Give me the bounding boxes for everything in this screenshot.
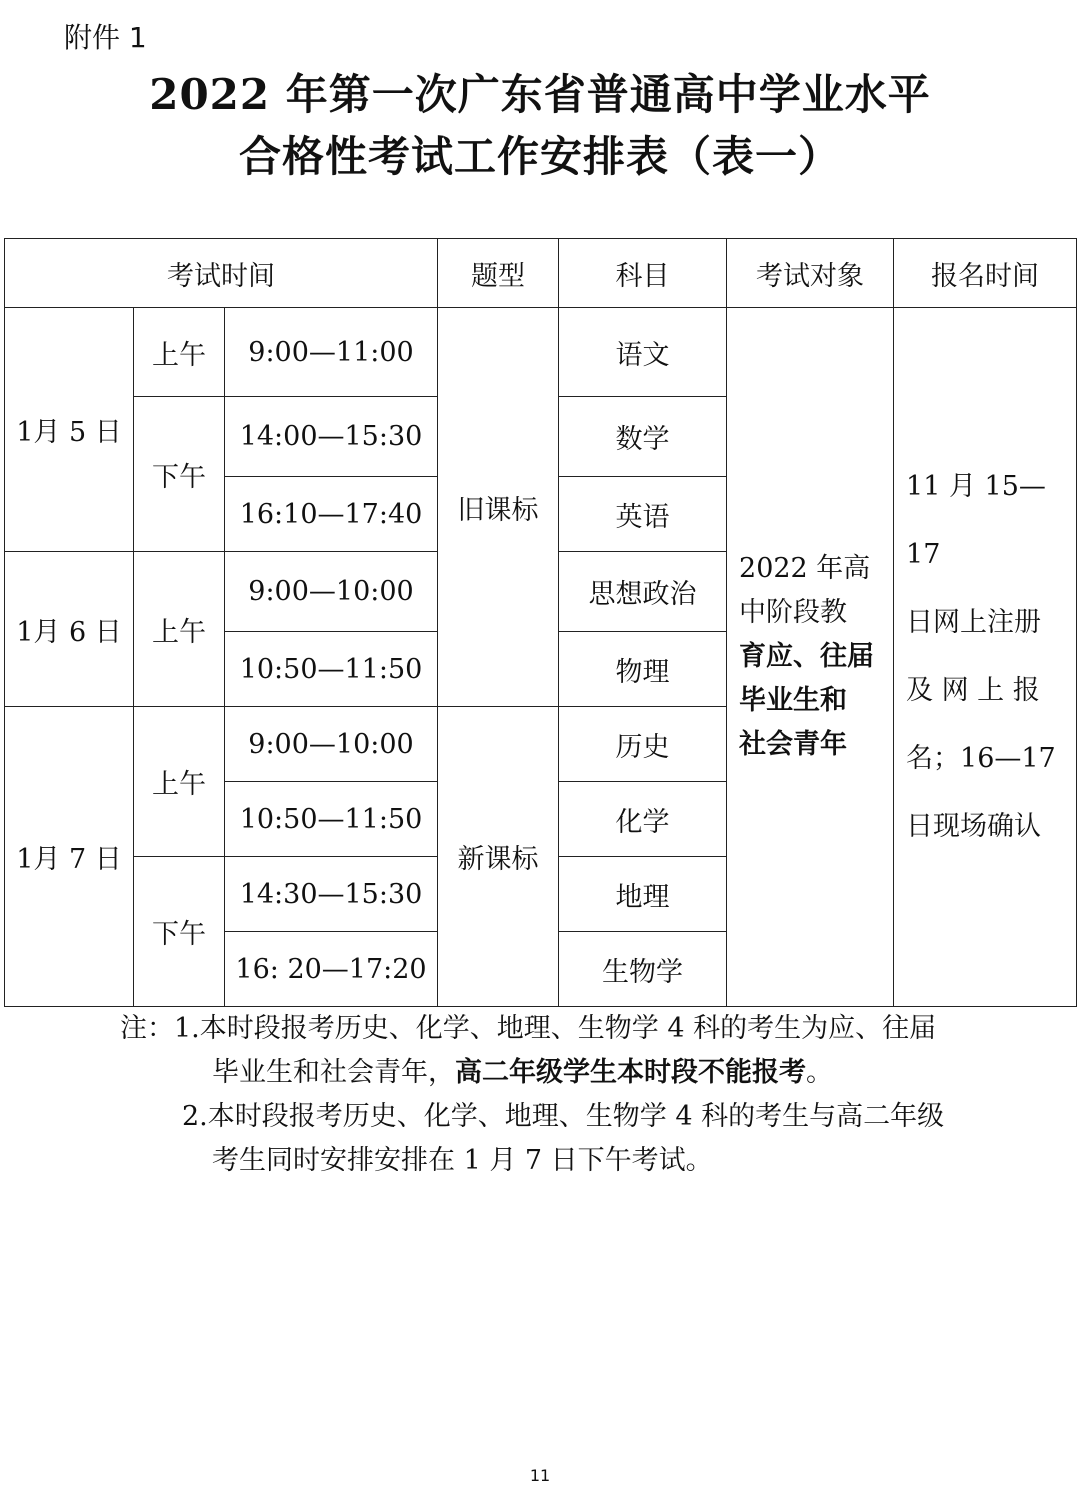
exam-schedule-table [4, 238, 1077, 1007]
subject-cell: 化学 [559, 782, 727, 857]
target-line: 育应、往届 [739, 641, 875, 672]
subject-cell: 数学 [559, 397, 727, 477]
note-1-end: 。 [806, 1057, 833, 1088]
page-title-line-2: 合格性考试工作安排表（表一） [238, 132, 841, 181]
time-cell: 9:00—10:00 [225, 707, 438, 782]
header-target: 考试对象 [727, 239, 894, 308]
target-line: 毕业生和 [739, 685, 848, 716]
note-2-line-1: 2.本时段报考历史、化学、地理、生物学 4 科的考生与高二年级 [182, 1101, 945, 1132]
time-cell: 10:50—11:50 [225, 782, 438, 857]
subject-cell: 生物学 [559, 932, 727, 1007]
period-cell: 下午 [134, 857, 225, 1007]
note-1-emphasis: 高二年级学生本时段不能报考 [455, 1057, 806, 1088]
type-cell: 新课标 [438, 707, 559, 1007]
registration-line: 日网上注册 [906, 607, 1042, 638]
time-cell: 14:30—15:30 [225, 857, 438, 932]
time-cell: 10:50—11:50 [225, 632, 438, 707]
registration-line: 日现场确认 [906, 811, 1042, 842]
note-1-line-2 [212, 1050, 833, 1089]
subject-cell: 地理 [559, 857, 727, 932]
header-exam-time: 考试时间 [5, 239, 438, 308]
subject-cell: 历史 [559, 707, 727, 782]
header-registration: 报名时间 [894, 239, 1077, 308]
subject-cell: 思想政治 [559, 552, 727, 632]
target-cell [727, 308, 894, 1007]
time-cell: 16: 20—17:20 [225, 932, 438, 1007]
period-cell: 上午 [134, 707, 225, 857]
period-cell: 上午 [134, 308, 225, 397]
page-number: 11 [529, 1466, 551, 1485]
page-title-line-1: 2022 年第一次广东省普通高中学业水平 [149, 70, 931, 119]
date-cell: 1月 7 日 [5, 707, 134, 1007]
time-cell: 9:00—11:00 [225, 308, 438, 397]
table-header-row [5, 239, 1077, 308]
target-line: 社会青年 [739, 729, 848, 760]
period-cell: 下午 [134, 397, 225, 552]
note-1-line-1: 注：1.本时段报考历史、化学、地理、生物学 4 科的考生为应、往届 [120, 1013, 937, 1044]
registration-line: 11 月 15—17 [906, 471, 1046, 570]
type-cell: 旧课标 [438, 308, 559, 707]
attachment-label: 附件 1 [64, 21, 147, 54]
table-row [5, 308, 1077, 397]
time-cell: 14:00—15:30 [225, 397, 438, 477]
registration-cell [894, 308, 1077, 1007]
subject-cell: 语文 [559, 308, 727, 397]
time-cell: 16:10—17:40 [225, 477, 438, 552]
header-subject: 科目 [559, 239, 727, 308]
registration-line: 及 网 上 报 [906, 675, 1040, 706]
target-line: 中阶段教 [739, 597, 848, 628]
subject-cell: 英语 [559, 477, 727, 552]
note-2-line-2: 考生同时安排安排在 1 月 7 日下午考试。 [212, 1145, 713, 1176]
date-cell: 1月 5 日 [5, 308, 134, 552]
time-cell: 9:00—10:00 [225, 552, 438, 632]
registration-line: 名；16—17 [906, 743, 1056, 774]
note-1-text: 毕业生和社会青年， [212, 1057, 455, 1088]
header-question-type: 题型 [438, 239, 559, 308]
period-cell: 上午 [134, 552, 225, 707]
target-line: 2022 年高 [739, 553, 871, 584]
date-cell: 1月 6 日 [5, 552, 134, 707]
subject-cell: 物理 [559, 632, 727, 707]
